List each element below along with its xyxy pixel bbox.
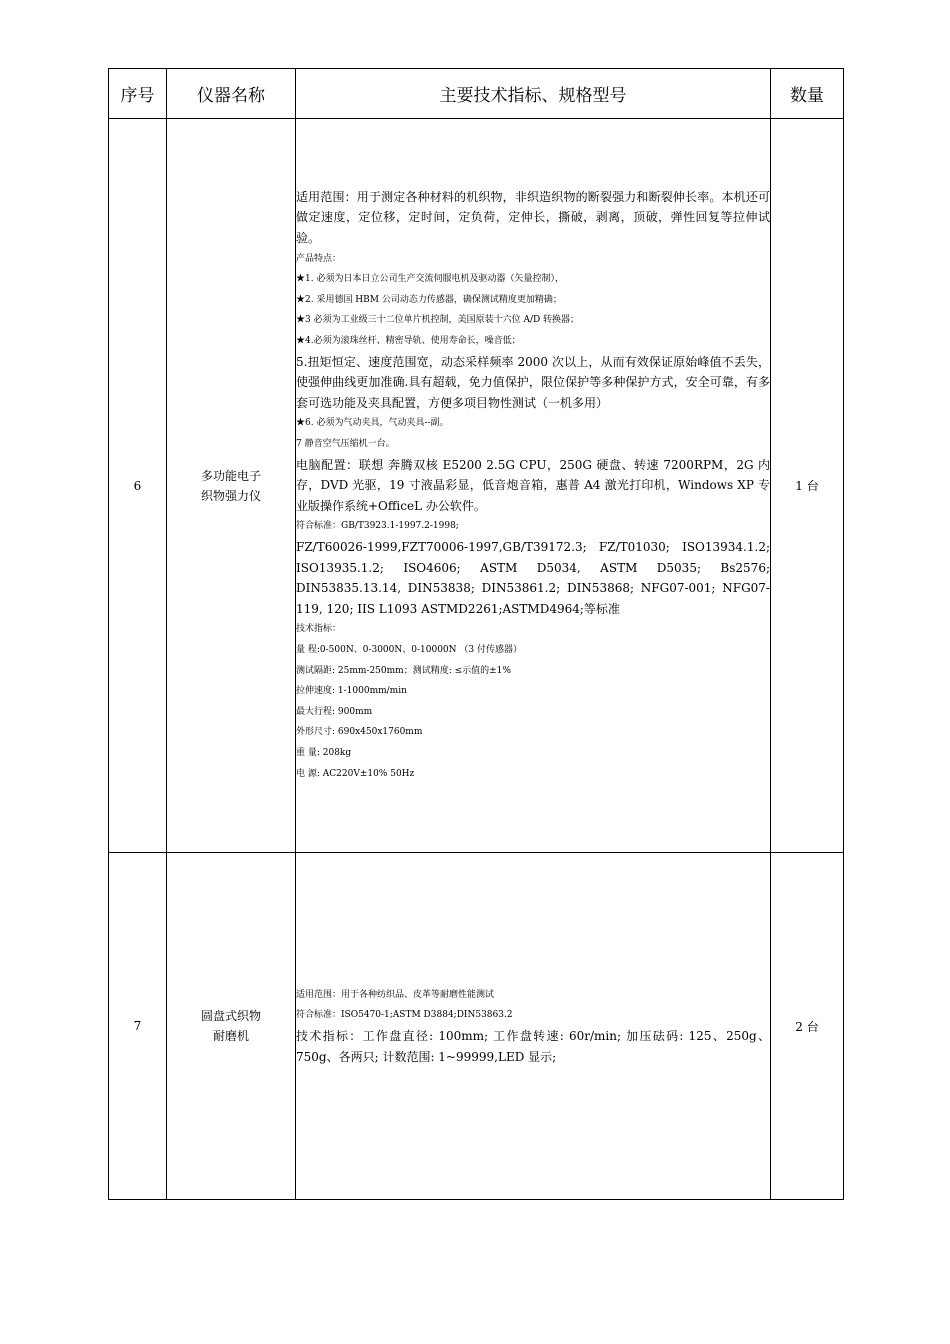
spec-line: 拉伸速度: 1-1000mm/min xyxy=(296,686,407,697)
instrument-name-line: 多功能电子 xyxy=(200,468,261,483)
table-row xyxy=(109,119,844,853)
header-name: 仪器名称 xyxy=(167,69,296,119)
spec-line: 量 程:0-500N、0-3000N、0-10000N （3 付传感器） xyxy=(296,644,522,655)
spec-line: 符合标准：GB/T3923.1-1997.2-1998; xyxy=(296,521,459,532)
spec-line: 7 静音空气压缩机一台。 xyxy=(296,439,395,450)
table-row xyxy=(109,853,844,1200)
quantity: 2 台 xyxy=(771,853,844,1200)
quantity: 1 台 xyxy=(771,119,844,853)
header-quantity: 数量 xyxy=(771,69,844,119)
spec-line: FZ/T60026-1999,FZT70006-1997,GB/T39172.3; FZ/T01030; ISO13934.1.2; ISO13935.1.2; ISO4606; ASTM D5034, ASTM D5035; Bs2576; DIN53835.13.14, DIN53838; DIN53861.2; DIN53868; NFG07-001; NFG07-119, 120; IIS L1093 ASTMD2261;ASTMD4964;等标准 xyxy=(296,539,770,616)
spec-line: 电 源: AC220V±10% 50Hz xyxy=(296,768,415,779)
spec-line: ★4.必须为滚珠丝杆、精密导轨、使用寿命长，噪音低； xyxy=(296,336,521,347)
spec-line: 测试隔距: 25mm-250mm；测试精度: ≤示值的±1% xyxy=(296,665,511,676)
spec-cell xyxy=(296,853,771,1200)
spec-cell xyxy=(296,119,771,853)
spec-line: 5.扭矩恒定、速度范围宽，动态采样频率 2000 次以上，从而有效保证原始峰值不丢失，使强伸曲线更加准确.具有超载，免力值保护，限位保护等多种保护方式，安全可靠，有多套可选功能及夹具配置，方便多项目物性测试（一机多用） xyxy=(296,354,770,410)
spec-line: 电脑配置：联想 奔腾双核 E5200 2.5G CPU，250G 硬盘、转速 7200RPM，2G 内存，DVD 光驱，19 寸液晶彩显，低音炮音箱，惠普 A4 激光打印机，Windows XP 专业版操作系统+OfficeL 办公软件。 xyxy=(296,457,770,513)
spec-line: 外形尺寸: 690x450x1760mm xyxy=(296,727,423,738)
spec-line: 重 量: 208kg xyxy=(296,747,352,758)
spec-line: 适用范围：用于测定各种材料的机织物，非织造织物的断裂强力和断裂伸长率。本机还可做定速度，定位移，定时间，定负荷，定伸长，撕破，剥离，顶破，弹性回复等拉伸试验。 xyxy=(296,189,770,246)
spec-line: 产品特点： xyxy=(296,253,342,264)
header-index: 序号 xyxy=(109,69,167,119)
instrument-name-line: 圆盘式织物 xyxy=(200,1009,261,1023)
spec-line: 最大行程: 900mm xyxy=(296,706,373,717)
spec-line: ★1. 必须为日本日立公司生产交流伺服电机及驱动器（矢量控制）， xyxy=(296,274,564,285)
instrument-name-line: 耐磨机 xyxy=(212,1029,249,1043)
spec-table xyxy=(108,68,844,1200)
spec-line: ★3 必须为工业级三十二位单片机控制，美国原装十六位 A/D 转换器； xyxy=(296,315,580,326)
instrument-name-line: 织物强力仪 xyxy=(200,488,261,503)
spec-line: 技术指标：工作盘直径: 100mm; 工作盘转速: 60r/min; 加压砝码: 125、250g、750g、各两只; 计数范围: 1~99999,LED 显示; xyxy=(296,1029,770,1064)
spec-line: 符合标准：ISO5470-1;ASTM D3884;DIN53863.2 xyxy=(296,1010,513,1021)
header-row xyxy=(109,69,844,119)
spec-line: 适用范围：用于各种纺织品、皮革等耐磨性能测试 xyxy=(296,989,495,1000)
instrument-name xyxy=(167,119,296,853)
row-index: 6 xyxy=(109,119,167,853)
row-index: 7 xyxy=(109,853,167,1200)
header-specs: 主要技术指标、规格型号 xyxy=(296,69,771,119)
spec-line: 技术指标： xyxy=(296,624,342,635)
instrument-name xyxy=(167,853,296,1200)
spec-line: ★2. 采用德国 HBM 公司动态力传感器，确保测试精度更加精确； xyxy=(296,294,562,305)
spec-line: ★6. 必须为气动夹具，气动夹具--副。 xyxy=(296,418,449,429)
